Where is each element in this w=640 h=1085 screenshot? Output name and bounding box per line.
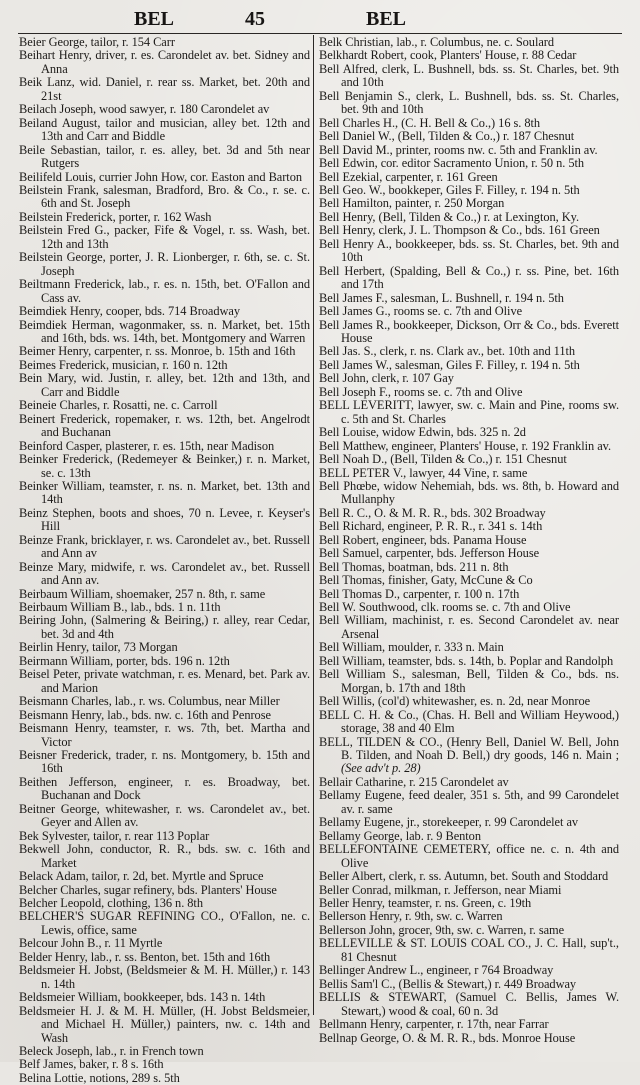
directory-entry: Bellis Sam'l C., (Bellis & Stewart,) r. 449 Broadway: [319, 976, 577, 991]
directory-entry: Beilifeld Louis, currier John How, cor. Easton and Barton: [19, 169, 302, 184]
directory-entry: Bell James F., salesman, L. Bushnell, r. 194 n. 5th: [319, 290, 564, 305]
advert-reference: (See adv't p. 28): [341, 761, 421, 776]
directory-entry: Bell Geo. W., bookkeper, Giles F. Filley, r. 194 n. 5th: [319, 182, 580, 197]
directory-entry: Bellair Catharine, r. 215 Carondelet av: [319, 774, 509, 789]
directory-entry: Belkhardt Robert, cook, Planters' House, r. 88 Cedar: [319, 48, 577, 63]
directory-entry: Bell James W., salesman, Giles F. Filley, r. 194 n. 5th: [319, 357, 580, 372]
directory-entry: BELLEFONTAINE CEMETERY, office ne. c. n. 4th and Olive: [319, 842, 619, 870]
directory-entry: Beller Albert, clerk, r. ss. Autumn, bet. South and Stoddard: [319, 869, 609, 884]
directory-entry: Beilstein Fred G., packer, Fife & Vogel, r. ss. Wash, bet. 12th and 13th: [19, 223, 310, 251]
directory-entry: Bell Richard, engineer, P. R. R., r. 341 s. 14th: [319, 519, 543, 534]
directory-entry: Bell Thomas, finisher, Gaty, McCune & Co: [319, 573, 533, 588]
directory-entry: BELCHER'S SUGAR REFINING CO., O'Fallon, ne. c. Lewis, office, same: [19, 909, 310, 937]
directory-entry: Beilstein Frederick, porter, r. 162 Wash: [19, 209, 212, 224]
directory-entry: Beirlin Henry, tailor, 73 Morgan: [19, 640, 178, 655]
directory-entry: Bellerson Henry, r. 9th, sw. c. Warren: [319, 909, 503, 924]
directory-entry: Bellmann Henry, carpenter, r. 17th, near Farrar: [319, 1017, 549, 1032]
directory-entry: Bell Willis, (col'd) whitewasher, es. n. 2d, near Monroe: [319, 694, 591, 709]
directory-entry: Beldsmeier H. J. & M. H. Müller, (H. Jobst Beldsmeier, and Michael H. Müller,) painters, nw. c. 14th and Wash: [19, 1003, 310, 1045]
directory-entry: Belina Lottie, notions, 289 s. 5th: [19, 1070, 180, 1085]
directory-entry: Bellamy Eugene, jr., storekeeper, r. 99 Carondelet av: [319, 815, 579, 830]
directory-entry: Beirbaum William B., lab., bds. 1 n. 11th: [19, 600, 221, 615]
directory-entry: Bell Jas. S., clerk, r. ns. Clark av., bet. 10th and 11th: [319, 344, 576, 359]
directory-entry: Bein Mary, wid. Justin, r. alley, bet. 12th and 13th, and Carr and Biddle: [19, 371, 310, 399]
directory-entry: Bell Samuel, carpenter, bds. Jefferson House: [319, 546, 540, 561]
directory-entry: Beismann Henry, lab., bds. nw. c. 16th and Penrose: [19, 707, 271, 722]
directory-entry: BELL, TILDEN & CO., (Henry Bell, Daniel W. Bell, John B. Tilden, and Noah D. Bell,) dry goods, 146 n. Main ; (See adv't p. 28): [319, 734, 619, 776]
directory-entry: BELLIS & STEWART, (Samuel C. Bellis, James W. Stewart,) wood & coal, 60 n. 3d: [319, 990, 619, 1018]
directory-entry: Bellamy Eugene, feed dealer, 351 s. 5th, and 99 Carondelet av. r. same: [319, 788, 619, 816]
directory-entry: Beineie Charles, r. Rosatti, ne. c. Carroll: [19, 398, 218, 413]
directory-entry: Beinert Frederick, ropemaker, r. ws. 12th, bet. Angelrodt and Buchanan: [19, 411, 310, 440]
directory-entry: Bekwell John, conductor, R. R., bds. sw. c. 16th and Market: [19, 842, 310, 870]
directory-entry: Beisner Frederick, trader, r. ns. Montgomery, b. 15th and 16th: [19, 748, 310, 776]
page-number: 45: [245, 8, 265, 30]
directory-entry: Bell R. C., O. & M. R. R., bds. 302 Broadway: [319, 505, 546, 520]
directory-entry: Beinker Frederick, (Redemeyer & Beinker,) r. n. Market, se. c. 13th: [19, 452, 310, 480]
column-divider: [313, 35, 314, 1015]
left-guide-word: BEL: [134, 8, 175, 30]
directory-entry: Beik Lanz, wid. Daniel, r. rear ss. Market, bet. 20th and 21st: [19, 75, 310, 103]
directory-entry: Beisel Peter, private watchman, r. es. Menard, bet. Park av. and Marion: [19, 667, 310, 695]
directory-entry: Belder Henry, lab., r. ss. Benton, bet. 15th and 16th: [19, 949, 271, 964]
directory-entry: Bell Thomas, boatman, bds. 211 n. 8th: [319, 559, 509, 574]
directory-entry: Beiltmann Frederick, lab., r. es. n. 15th, bet. O'Fallon and Cass av.: [19, 277, 310, 305]
directory-entry: Beinz Stephen, boots and shoes, 70 n. Levee, r. Keyser's Hill: [19, 505, 310, 534]
directory-entry: Bell Alfred, clerk, L. Bushnell, bds. ss. St. Charles, bet. 9th and 10th: [319, 61, 619, 90]
directory-entry: Bellinger Andrew L., engineer, r 764 Broadway: [319, 963, 554, 978]
directory-entry: Bell Robert, engineer, bds. Panama House: [319, 532, 527, 547]
directory-entry: Bell Matthew, engineer, Planters' House, r. 192 Franklin av.: [319, 438, 612, 453]
right-guide-word: BEL: [366, 8, 407, 30]
directory-entry: Belcher Leopold, clothing, 136 n. 8th: [19, 896, 203, 910]
directory-entry: Bell David M., printer, rooms nw. c. 5th and Franklin av.: [319, 142, 598, 157]
directory-entry: Bell Henry A., bookkeeper, bds. ss. St. Charles, bet. 9th and 10th: [319, 236, 619, 265]
header-rule: [18, 33, 622, 34]
right-column: [319, 36, 619, 1045]
directory-entry: Bell Herbert, (Spalding, Bell & Co.,) r. ss. Pine, bet. 16th and 17th: [319, 263, 619, 292]
directory-entry: Beirmann William, porter, bds. 196 n. 12th: [19, 653, 230, 668]
directory-entry: Beismann Henry, teamster, r. ws. 7th, bet. Martha and Victor: [19, 721, 310, 749]
directory-entry: Bell Phœbe, widow Nehemiah, bds. ws. 8th, b. Howard and Mullanphy: [319, 478, 619, 507]
directory-entry: Bell Benjamin S., clerk, L. Bushnell, bds. ss. St. Charles, bet. 9th and 10th: [319, 88, 619, 117]
directory-entry: Bell Joseph F., rooms se. c. 7th and Olive: [319, 384, 523, 399]
directory-entry: Bell Henry, (Bell, Tilden & Co.,) r. at Lexington, Ky.: [319, 209, 580, 224]
directory-entry: Beimdiek Henry, cooper, bds. 714 Broadway: [19, 304, 241, 319]
directory-entry: Beier George, tailor, r. 154 Carr: [19, 35, 175, 49]
directory-entry: Beimes Frederick, musician, r. 160 n. 12th: [19, 357, 228, 372]
directory-entry: Beilstein George, porter, J. R. Lionberger, r. 6th, se. c. St. Joseph: [19, 250, 310, 278]
directory-entry: Bellerson John, grocer, 9th, sw. c. Warren, r. same: [319, 922, 565, 937]
directory-entry: Beiring John, (Salmering & Beiring,) r. alley, rear Cedar, bet. 3d and 4th: [19, 613, 310, 641]
directory-entry: Bell William, moulder, r. 333 n. Main: [319, 640, 504, 655]
directory-entry: Beiland August, tailor and musician, alley bet. 12th and 13th and Carr and Biddle: [19, 115, 310, 144]
directory-entry: Bell W. Southwood, clk. rooms se. c. 7th and Olive: [319, 600, 571, 615]
directory-entry: Bell Hamilton, painter, r. 250 Morgan: [319, 196, 505, 211]
directory-entry: BELL PETER V., lawyer, 44 Vine, r. same: [319, 465, 528, 480]
directory-entry: Bell William, teamster, bds. s. 14th, b. Poplar and Randolph: [319, 653, 614, 668]
directory-entry: BELLEVILLE & ST. LOUIS COAL CO., J. C. Hall, sup't., 81 Chesnut: [319, 936, 619, 964]
directory-entry: Beilach Joseph, wood sawyer, r. 180 Carondelet av: [19, 102, 270, 117]
directory-entry: Bell Noah D., (Bell, Tilden & Co.,) r. 151 Chesnut: [319, 452, 567, 467]
directory-entry: Beldsmeier H. Jobst, (Beldsmeier & M. H. Müller,) r. 143 n. 14th: [19, 963, 310, 991]
directory-entry: Beimer Henry, carpenter, r. ss. Monroe, b. 15th and 16th: [19, 344, 296, 359]
directory-entry: Beitner George, whitewasher, r. ws. Carondelet av., bet. Geyer and Allen av.: [19, 801, 310, 830]
directory-entry: Belk Christian, lab., r. Columbus, ne. c. Soulard: [319, 35, 555, 49]
directory-entry: Bell Henry, clerk, J. L. Thompson & Co., bds. 161 Green: [319, 223, 600, 238]
left-column: [19, 36, 310, 1085]
directory-entry: Belack Adam, tailor, r. 2d, bet. Myrtle and Spruce: [19, 869, 264, 884]
directory-entry: Beinker William, teamster, r. ns. n. Market, bet. 13th and 14th: [19, 478, 310, 507]
directory-entry: Bell Charles H., (C. H. Bell & Co.,) 16 s. 8th: [319, 115, 541, 130]
directory-entry: Beller Henry, teamster, r. ns. Green, c. 19th: [319, 896, 532, 910]
directory-entry: Beihart Henry, driver, r. es. Carondelet av. bet. Sidney and Anna: [19, 48, 310, 76]
directory-entry: BELL LEVERITT, lawyer, sw. c. Main and Pine, rooms sw. c. 5th and St. Charles: [319, 398, 619, 426]
directory-entry: Beilstein Frank, salesman, Bradford, Bro. & Co., r. se. c. 6th and St. Joseph: [19, 182, 310, 211]
directory-entry: Bek Sylvester, tailor, r. rear 113 Poplar: [19, 828, 210, 843]
directory-entry: Belcher Charles, sugar refinery, bds. Planters' House: [19, 882, 277, 897]
directory-entry: Beinford Casper, plasterer, r. es. 15th, near Madison: [19, 438, 275, 453]
directory-entry: Belf James, baker, r. 8 s. 16th: [19, 1057, 164, 1072]
directory-entry: Bell Louise, widow Edwin, bds. 325 n. 2d: [319, 425, 526, 440]
directory-entry: Beller Conrad, milkman, r. Jefferson, near Miami: [319, 882, 562, 897]
directory-entry: Beinze Mary, midwife, r. ws. Carondelet av., bet. Russell and Ann av.: [19, 559, 310, 588]
directory-entry: Belcour John B., r. 11 Myrtle: [19, 936, 163, 951]
directory-entry: Beleck Joseph, lab., r. in French town: [19, 1043, 204, 1058]
directory-entry: Bell James R., bookkeeper, Dickson, Orr & Co., bds. Everett House: [319, 317, 619, 345]
directory-entry: Bell Ezekial, carpenter, r. 161 Green: [319, 169, 498, 184]
directory-entry: Bell Edwin, cor. editor Sacramento Union, r. 50 n. 5th: [319, 156, 585, 171]
directory-entry: Bellamy George, lab. r. 9 Benton: [319, 828, 481, 843]
directory-entry: Bell James G., rooms se. c. 7th and Olive: [319, 304, 523, 319]
directory-entry: Beldsmeier William, bookkeeper, bds. 143 n. 14th: [19, 990, 266, 1005]
directory-entry: Beinze Frank, bricklayer, r. ws. Carondelet av., bet. Russell and Ann av: [19, 532, 310, 561]
directory-entry: Beimdiek Herman, wagonmaker, ss. n. Market, bet. 15th and 16th, bds. ws. 14th, bet. Montgomery and Warren: [19, 317, 310, 345]
directory-entry: Bell William S., salesman, Bell, Tilden & Co., bds. ns. Morgan, b. 17th and 18th: [319, 667, 619, 695]
directory-entry: Bellnap George, O. & M. R. R., bds. Monroe House: [319, 1030, 576, 1045]
directory-entry: Beithen Jefferson, engineer, r. es. Broadway, bet. Buchanan and Dock: [19, 774, 310, 803]
directory-entry: Bell Daniel W., (Bell, Tilden & Co.,) r. 187 Chesnut: [319, 129, 575, 144]
directory-entry: Bell William, machinist, r. es. Second Carondelet av. near Arsenal: [319, 613, 619, 641]
directory-entry: Beile Sebastian, tailor, r. es. alley, bet. 3d and 5th near Rutgers: [19, 142, 310, 171]
directory-entry: BELL C. H. & Co., (Chas. H. Bell and William Heywood,) storage, 38 and 40 Elm: [319, 707, 619, 736]
directory-entry: Beismann Charles, lab., r. ws. Columbus, near Miller: [19, 694, 280, 709]
directory-entry: Bell Thomas D., carpenter, r. 100 n. 17th: [319, 586, 520, 601]
directory-entry: Bell John, clerk, r. 107 Gay: [319, 371, 454, 386]
directory-entry: Beirbaum William, shoemaker, 257 n. 8th, r. same: [19, 586, 266, 601]
page-header: [18, 6, 622, 32]
